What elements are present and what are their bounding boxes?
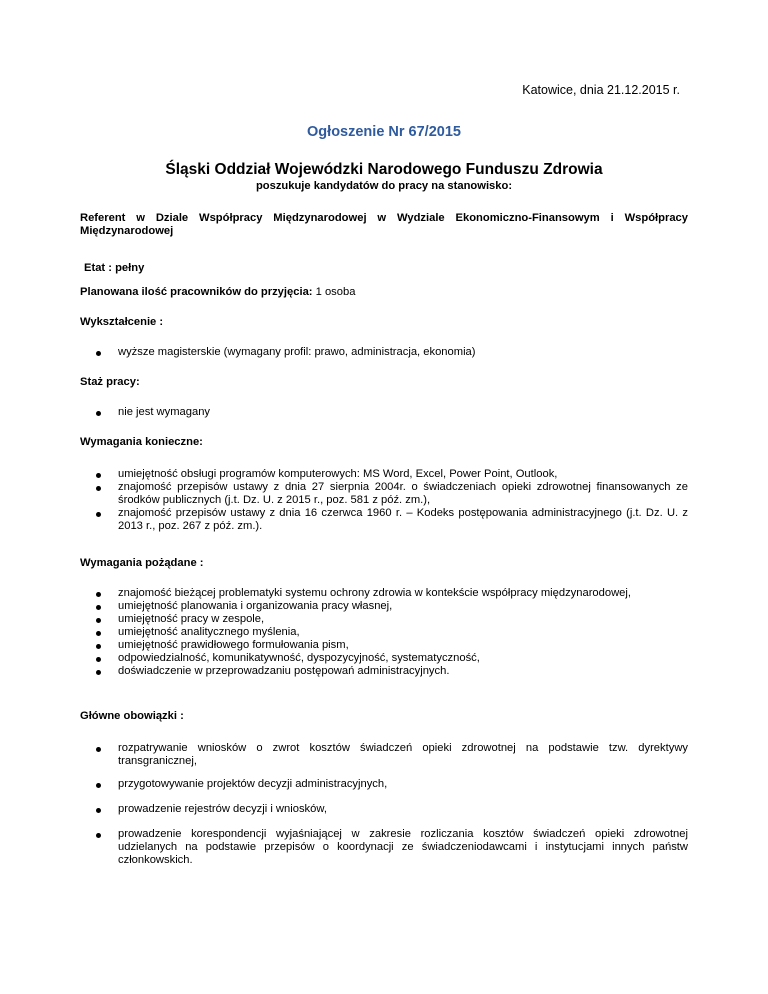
list-item: umiejętność analitycznego myślenia, (118, 626, 688, 639)
list-item: prowadzenie korespondencji wyjaśniającej w zakresie rozliczania kosztów świadczeń opieki zdrowotnej udzielanych na podstawie przepisów o koordynacji ze świadczeniodawcami i instytucjami innych państw członkowskich. (118, 828, 688, 866)
list-item: doświadczenie w przeprowadzaniu postępowań administracyjnych. (118, 665, 688, 678)
position-title: Referent w Dziale Współpracy Międzynarodowej w Wydziale Ekonomiczno-Finansowym i Współpracy Międzynarodowej (80, 212, 688, 237)
duties-list (118, 742, 688, 879)
list-item: rozpatrywanie wniosków o zwrot kosztów świadczeń opieki zdrowotnej na podstawie tzw. dyrektywy transgranicznej, (118, 742, 688, 767)
announcement-subtitle: poszukuje kandydatów do pracy na stanowisko: (255, 180, 513, 192)
list-item: znajomość bieżącej problematyki systemu ochrony zdrowia w kontekście współpracy międzynarodowej, (118, 587, 688, 600)
experience-list (118, 406, 688, 419)
list-item: znajomość przepisów ustawy z dnia 16 czerwca 1960 r. – Kodeks postępowania administracyjnego (j.t. Dz. U. z 2013 r., poz. 267 z póź. zm.). (118, 507, 688, 532)
list-item: umiejętność planowania i organizowania pracy własnej, (118, 600, 688, 613)
list-item: znajomość przepisów ustawy z dnia 27 sierpnia 2004r. o świadczeniach opieki zdrowotnej finansowanych ze środków publicznych (j.t. Dz. U. z 2015 r., poz. 581 z póź. zm.), (118, 481, 688, 506)
desired-list (118, 587, 688, 678)
required-heading: Wymagania konieczne: (80, 436, 203, 448)
planned-hires (80, 286, 355, 299)
list-item: przygotowywanie projektów decyzji administracyjnych, (118, 778, 688, 791)
employment-type: Etat : pełny (84, 262, 145, 274)
list-item: wyższe magisterskie (wymagany profil: prawo, administracja, ekonomia) (118, 346, 688, 359)
planned-hires-label: Planowana ilość pracowników do przyjęcia: (80, 286, 313, 298)
announcement-title: Ogłoszenie Nr 67/2015 (307, 124, 461, 140)
organization-name: Śląski Oddział Wojewódzki Narodowego Funduszu Zdrowia (165, 161, 603, 178)
list-item: prowadzenie rejestrów decyzji i wniosków, (118, 803, 688, 816)
list-item: umiejętność pracy w zespole, (118, 613, 688, 626)
list-item: odpowiedzialność, komunikatywność, dyspozycyjność, systematyczność, (118, 652, 688, 665)
desired-heading: Wymagania pożądane : (80, 557, 204, 569)
duties-heading: Główne obowiązki : (80, 710, 184, 722)
required-list (118, 468, 688, 533)
document-date: Katowice, dnia 21.12.2015 r. (522, 83, 680, 97)
list-item: umiejętność obsługi programów komputerowych: MS Word, Excel, Power Point, Outlook, (118, 468, 688, 481)
education-heading: Wykształcenie : (80, 316, 164, 328)
list-item: nie jest wymagany (118, 406, 688, 419)
education-list (118, 346, 688, 359)
experience-heading: Staż pracy: (80, 376, 140, 388)
list-item: umiejętność prawidłowego formułowania pism, (118, 639, 688, 652)
planned-hires-value: 1 osoba (315, 286, 356, 298)
